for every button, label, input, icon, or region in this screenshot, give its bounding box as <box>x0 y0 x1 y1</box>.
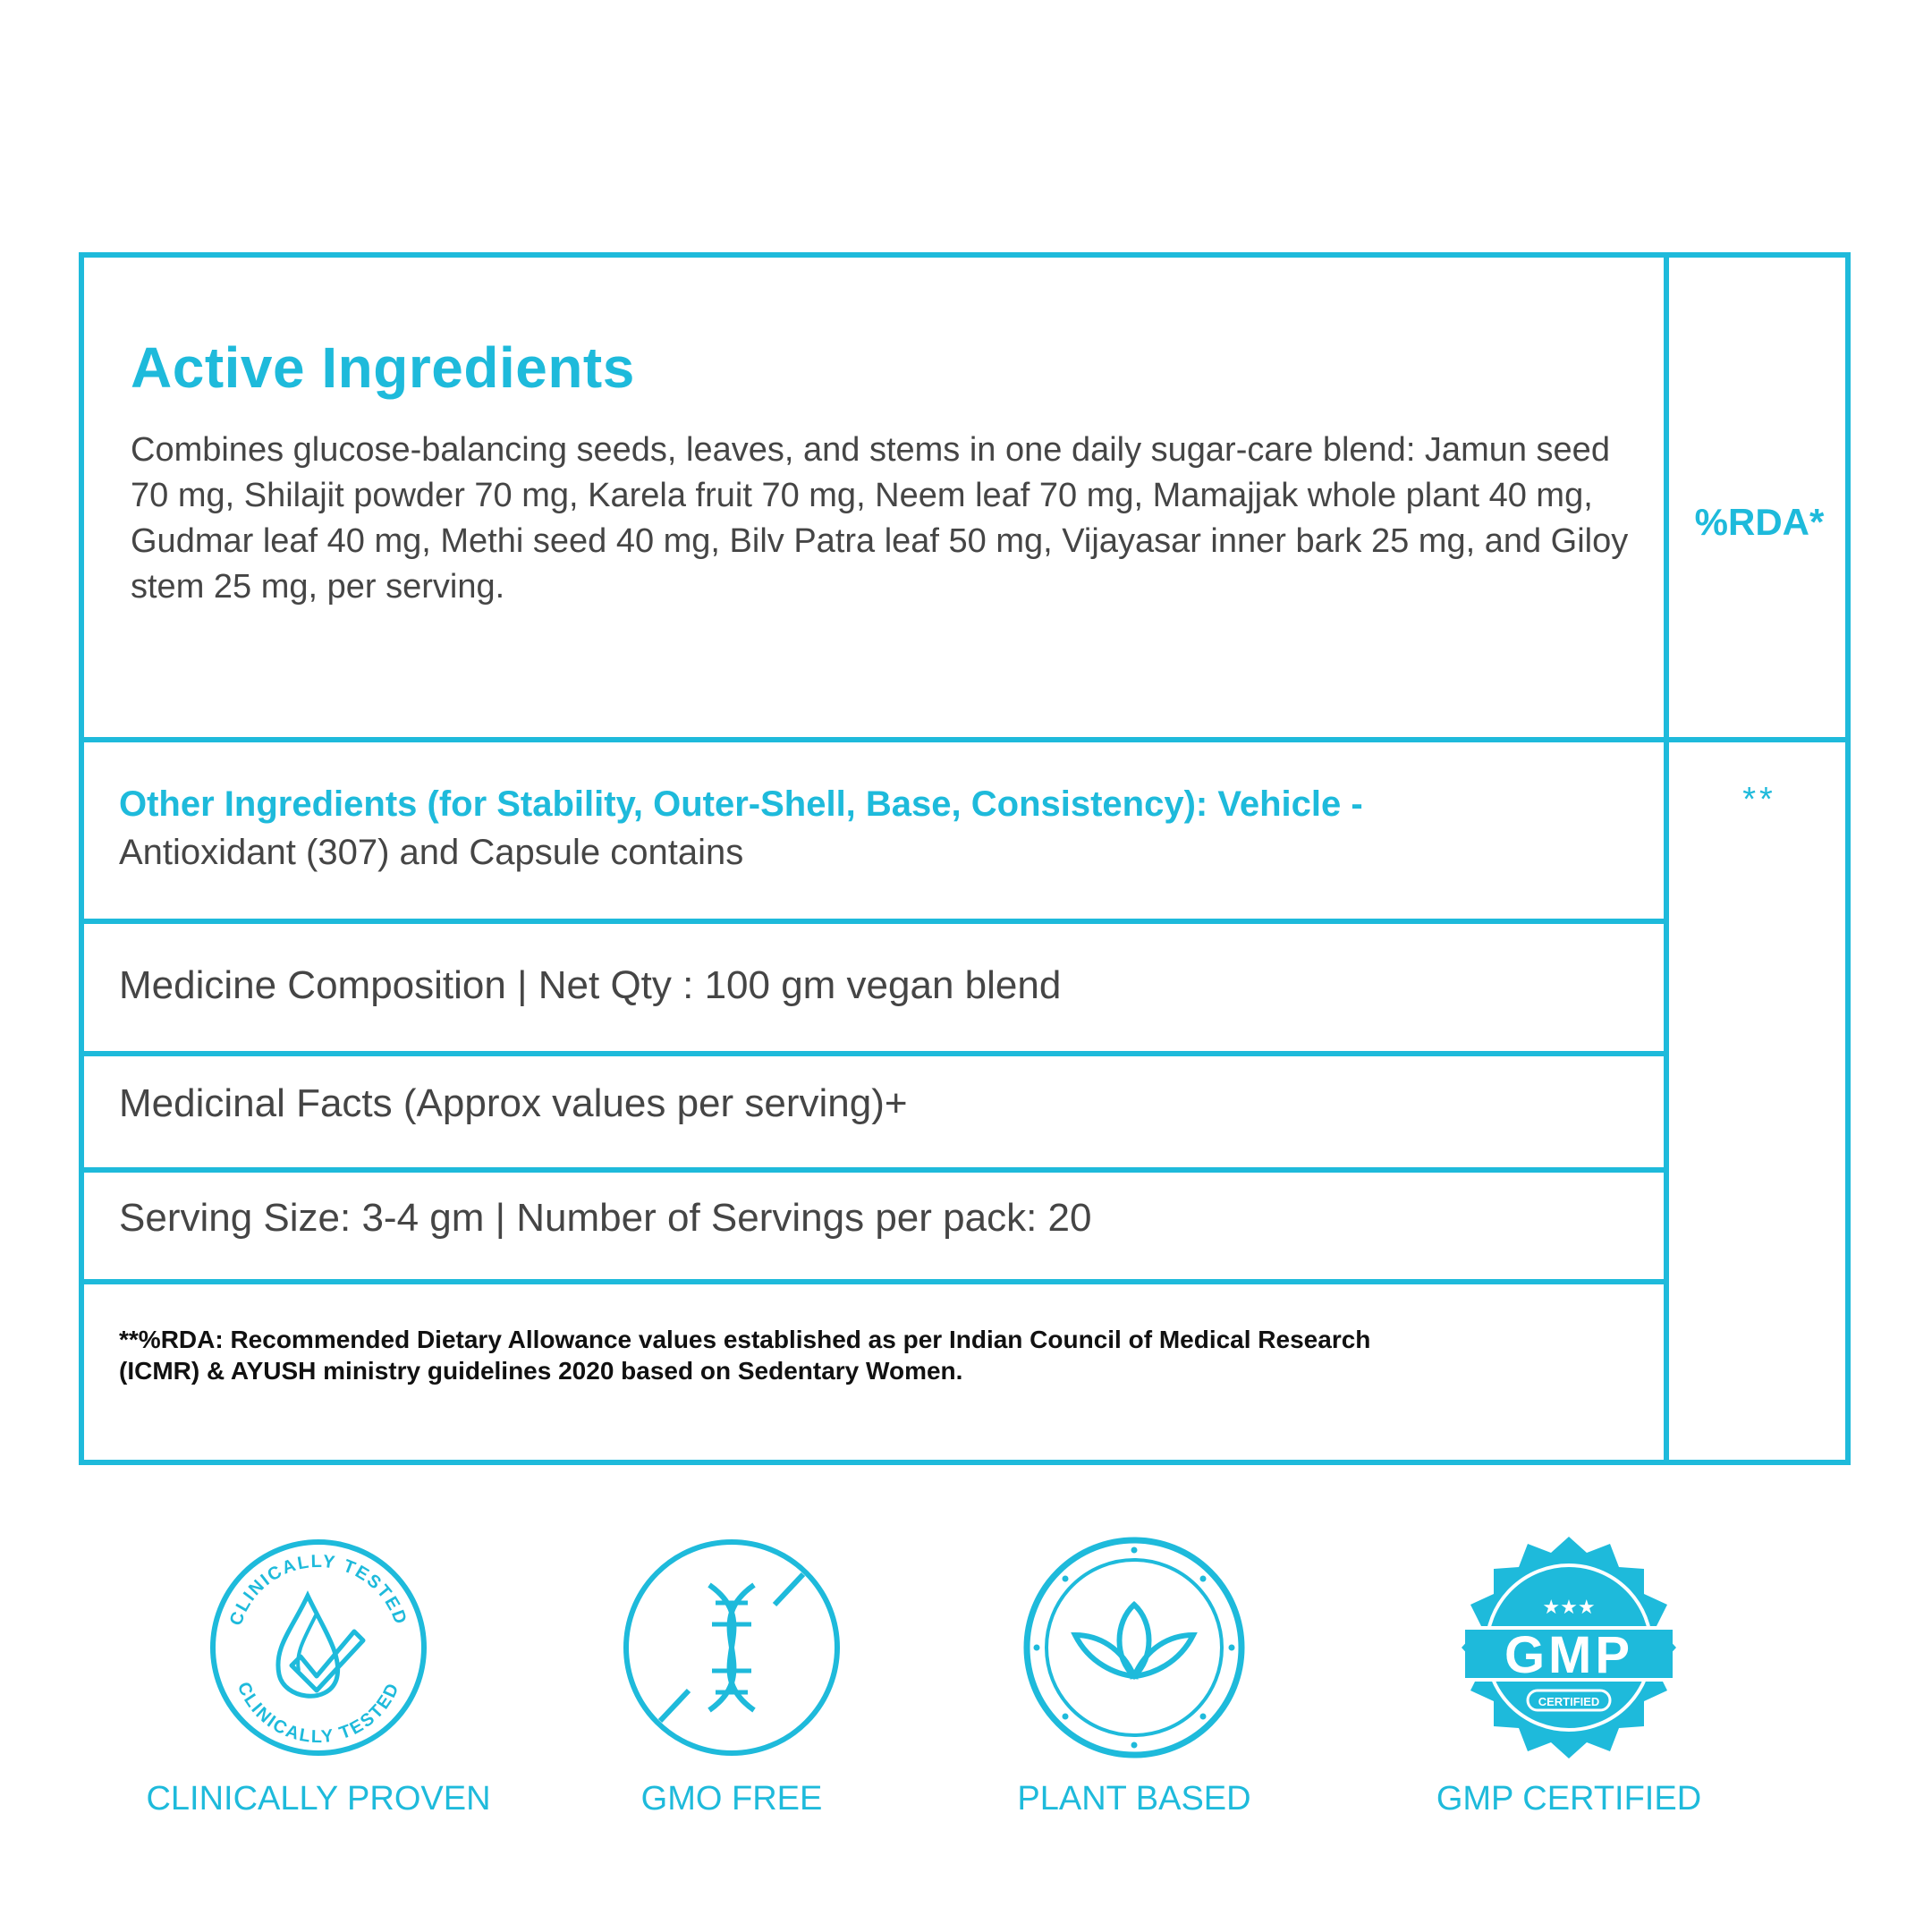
rda-marker: ** <box>1742 781 1776 818</box>
table-divider-other <box>79 919 1669 924</box>
table-divider-facts <box>79 1167 1669 1173</box>
medicinal-facts: Medicinal Facts (Approx values per serving)+ <box>119 1081 908 1125</box>
rda-header: %RDA* <box>1694 501 1825 543</box>
table-divider-active <box>79 737 1851 742</box>
gmo-free-label: GMO FREE <box>640 1780 823 1818</box>
clinically-proven-label: CLINICALLY PROVEN <box>146 1780 491 1818</box>
rda-footnote: **%RDA: Recommended Dietary Allowance values established as per Indian Council of Medical Research (ICMR) & AYUSH ministry guidelines 2020 based on Sedentary Women. <box>119 1326 1371 1385</box>
other-ingredients-text: Antioxidant (307) and Capsule contains <box>119 833 744 872</box>
other-ingredients <box>119 780 1640 877</box>
other-ingredients-heading: Other Ingredients (for Stability, Outer-Shell, Base, Consistency): Vehicle - <box>119 784 1363 824</box>
table-divider-serving <box>79 1279 1669 1284</box>
svg-text:CLINICALLY TESTED: CLINICALLY TESTED <box>225 1551 411 1629</box>
svg-text:CERTIFIED: CERTIFIED <box>1538 1695 1600 1708</box>
gmp-certified-label: GMP CERTIFIED <box>1436 1780 1702 1818</box>
medicine-composition: Medicine Composition | Net Qty : 100 gm vegan blend <box>119 963 1062 1007</box>
gmp-seal-icon <box>1453 1531 1685 1764</box>
svg-text:★★★: ★★★ <box>1542 1596 1596 1618</box>
plant-based-label: PLANT BASED <box>1017 1780 1251 1818</box>
svg-text:GMP: GMP <box>1504 1626 1634 1684</box>
serving-size: Serving Size: 3-4 gm | Number of Servings per pack: 20 <box>119 1196 1092 1240</box>
active-ingredients-description: Combines glucose-balancing seeds, leaves, and stems in one daily sugar-care blend: Jamun seed 70 mg, Shilajit powder 70 mg, Karela fruit 70 mg, Neem leaf 70 mg, Mamajjak whole plant 40 mg, Gudmar leaf 40 mg, Methi seed 40 mg, Bilv Patra leaf 50 mg, Vijayasar inner bark 25 mg, and Giloy stem 25 mg, per serving. <box>131 431 1629 606</box>
active-ingredients-title: Active Ingredients <box>131 335 635 400</box>
gmo-free-icon <box>615 1531 848 1764</box>
lotus-icon <box>1018 1531 1250 1764</box>
clinically-tested-icon <box>202 1531 435 1764</box>
svg-text:CLINICALLY TESTED: CLINICALLY TESTED <box>233 1679 404 1748</box>
table-divider-composition <box>79 1051 1669 1056</box>
